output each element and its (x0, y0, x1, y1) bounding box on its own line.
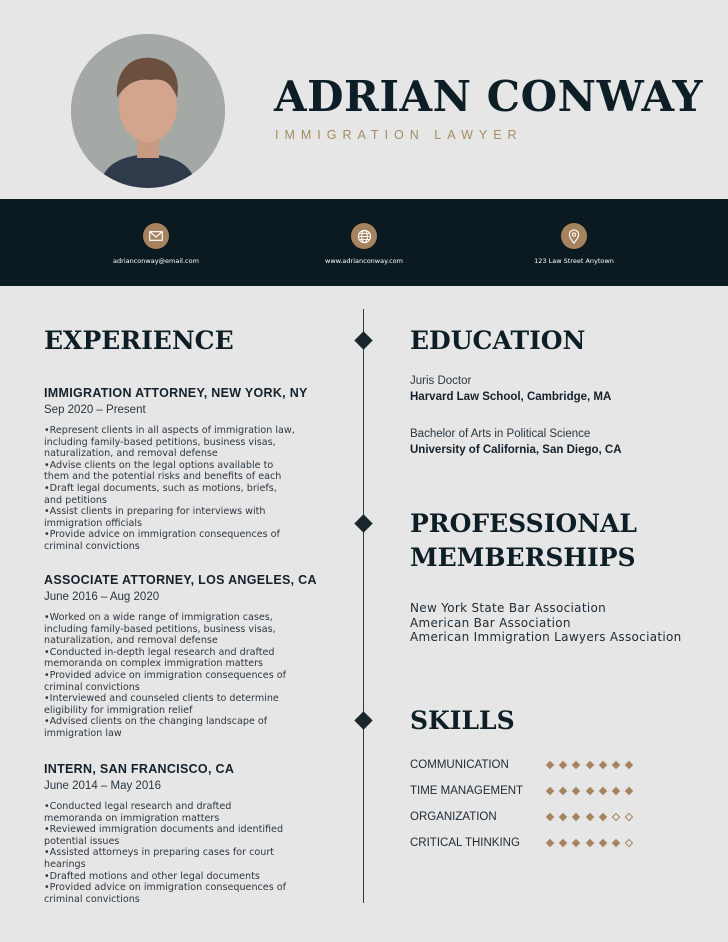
rating-diamond-filled (546, 839, 554, 847)
memberships-heading-line2: MEMBERSHIPS (410, 543, 636, 572)
job-title: ASSOCIATE ATTORNEY, LOS ANGELES, CA (44, 573, 317, 587)
membership-item: New York State Bar Association (410, 601, 607, 615)
job-dates: Sep 2020 – Present (44, 404, 146, 416)
job-title: INTERN, SAN FRANCISCO, CA (44, 762, 235, 776)
skill-name: CRITICAL THINKING (410, 837, 520, 849)
bullet-line: them and the potential risks and benefits of each (44, 471, 282, 483)
education-entry (410, 375, 611, 403)
person-silhouette-icon (71, 34, 225, 188)
rating-diamond-filled (559, 839, 567, 847)
rating-diamond-filled (585, 761, 593, 769)
rating-diamond-filled (572, 761, 580, 769)
skill-name: COMMUNICATION (410, 759, 509, 771)
membership-item: American Bar Association (410, 615, 571, 630)
bullet-line: memoranda on immigration matters (44, 812, 220, 824)
memberships-list (410, 601, 682, 645)
education-school: University of California, San Diego, CA (410, 444, 622, 456)
candidate-name: ADRIAN CONWAY (274, 72, 704, 121)
bullet-line: •Worked on a wide range of immigration cases, (44, 612, 273, 623)
contact-email-text: adrianconway@email.com (113, 257, 199, 265)
skills-heading: SKILLS (410, 706, 515, 735)
bullet-line: eligibility for immigration relief (44, 704, 193, 716)
bullet-line: •Represent clients in all aspects of immigration law, (44, 425, 295, 436)
bullet-line: •Assisted attorneys in preparing cases for court (44, 847, 275, 859)
rating-diamond-empty (612, 813, 620, 821)
rating-diamond-filled (572, 813, 580, 821)
job-title: IMMIGRATION ATTORNEY, NEW YORK, NY (44, 386, 308, 400)
bullet-line: •Draft legal documents, such as motions, briefs, (44, 482, 277, 494)
skill-name: TIME MANAGEMENT (410, 785, 524, 797)
contact-website-text: www.adrianconway.com (325, 257, 403, 265)
skill-row (410, 785, 650, 799)
rating-diamond-filled (599, 761, 607, 769)
rating-diamond-filled (546, 787, 554, 795)
rating-diamond-filled (625, 761, 633, 769)
rating-diamond-filled (572, 839, 580, 847)
contact-email[interactable] (56, 223, 256, 265)
skill-row (410, 837, 650, 851)
education-entry (410, 428, 622, 456)
bullet-line: memoranda on complex immigration matters (44, 658, 264, 670)
bullet-line: •Conducted legal research and drafted (44, 801, 232, 812)
rating-diamond-empty (625, 839, 633, 847)
bullet-line: •Advised clients on the changing landscape of (44, 716, 268, 728)
bullet-line: including family-based petitions, business visas, (44, 436, 276, 448)
rating-diamond-filled (585, 813, 593, 821)
rating-diamond-filled (559, 787, 567, 795)
bullet-line: •Interviewed and counseled clients to determine (44, 693, 279, 705)
rating-diamond-filled (612, 787, 620, 795)
rating-diamond-filled (585, 839, 593, 847)
profile-photo (71, 34, 225, 188)
bullet-line: hearings (44, 858, 86, 870)
memberships-heading: PROFESSIONAL (410, 509, 638, 538)
rating-diamond-filled (625, 787, 633, 795)
globe-icon (351, 223, 377, 249)
education-school: Harvard Law School, Cambridge, MA (410, 391, 612, 403)
rating-diamond-filled (612, 761, 620, 769)
rating-diamond-filled (559, 761, 567, 769)
job-dates: June 2016 – Aug 2020 (44, 591, 160, 603)
contact-website[interactable] (264, 223, 464, 265)
job-bullets (44, 801, 334, 905)
contact-band (0, 199, 728, 286)
contact-address (474, 223, 674, 265)
timeline-diamond (354, 331, 372, 349)
rating-diamond-filled (546, 813, 554, 821)
bullet-line: potential issues (44, 835, 120, 847)
bullet-line: •Assist clients in preparing for interviews with (44, 506, 266, 518)
rating-diamond-filled (599, 813, 607, 821)
skill-row (410, 759, 650, 773)
job-bullets (44, 612, 334, 740)
contact-address-text: 123 Law Street Anytown (534, 257, 614, 265)
candidate-role: IMMIGRATION LAWYER (275, 128, 523, 142)
location-pin-icon (561, 223, 587, 249)
bullet-line: including family-based petitions, business visas, (44, 623, 276, 635)
bullet-line: naturalization, and removal defense (44, 448, 218, 460)
education-degree: Juris Doctor (410, 375, 472, 387)
bullet-line: •Reviewed immigration documents and identified (44, 824, 284, 836)
education-degree: Bachelor of Arts in Political Science (410, 428, 591, 440)
job-dates: June 2014 – May 2016 (44, 780, 162, 792)
timeline-diamond (354, 711, 372, 729)
bullet-line: criminal convictions (44, 893, 140, 905)
rating-diamond-filled (599, 839, 607, 847)
job-entry (44, 386, 334, 553)
bullet-line: criminal convictions (44, 540, 140, 552)
bullet-line: •Provided advice on immigration consequences of (44, 669, 287, 681)
email-icon (143, 223, 169, 249)
bullet-line: immigration officials (44, 517, 142, 529)
bullet-line: •Advise clients on the legal options available to (44, 459, 274, 471)
bullet-line: naturalization, and removal defense (44, 635, 218, 647)
bullet-line: •Provide advice on immigration consequences of (44, 529, 280, 541)
bullet-line: •Conducted in-depth legal research and drafted (44, 646, 275, 658)
rating-diamond-empty (625, 813, 633, 821)
skill-row (410, 811, 650, 825)
experience-heading: EXPERIENCE (44, 326, 234, 355)
job-bullets (44, 425, 334, 553)
skill-name: ORGANIZATION (410, 811, 497, 823)
job-entry (44, 573, 334, 740)
bullet-line: criminal convictions (44, 681, 140, 693)
membership-item: American Immigration Lawyers Association (410, 630, 682, 644)
timeline-diamond (354, 514, 372, 532)
bullet-line: •Drafted motions and other legal documents (44, 870, 260, 882)
bullet-line: •Provided advice on immigration consequences of (44, 882, 287, 894)
bullet-line: immigration law (44, 727, 122, 739)
rating-diamond-filled (559, 813, 567, 821)
timeline-divider (363, 309, 364, 903)
rating-diamond-filled (546, 761, 554, 769)
rating-diamond-filled (612, 839, 620, 847)
bullet-line: and petitions (44, 494, 107, 506)
rating-diamond-filled (572, 787, 580, 795)
rating-diamond-filled (599, 787, 607, 795)
job-entry (44, 762, 334, 905)
rating-diamond-filled (585, 787, 593, 795)
education-heading: EDUCATION (410, 326, 586, 355)
